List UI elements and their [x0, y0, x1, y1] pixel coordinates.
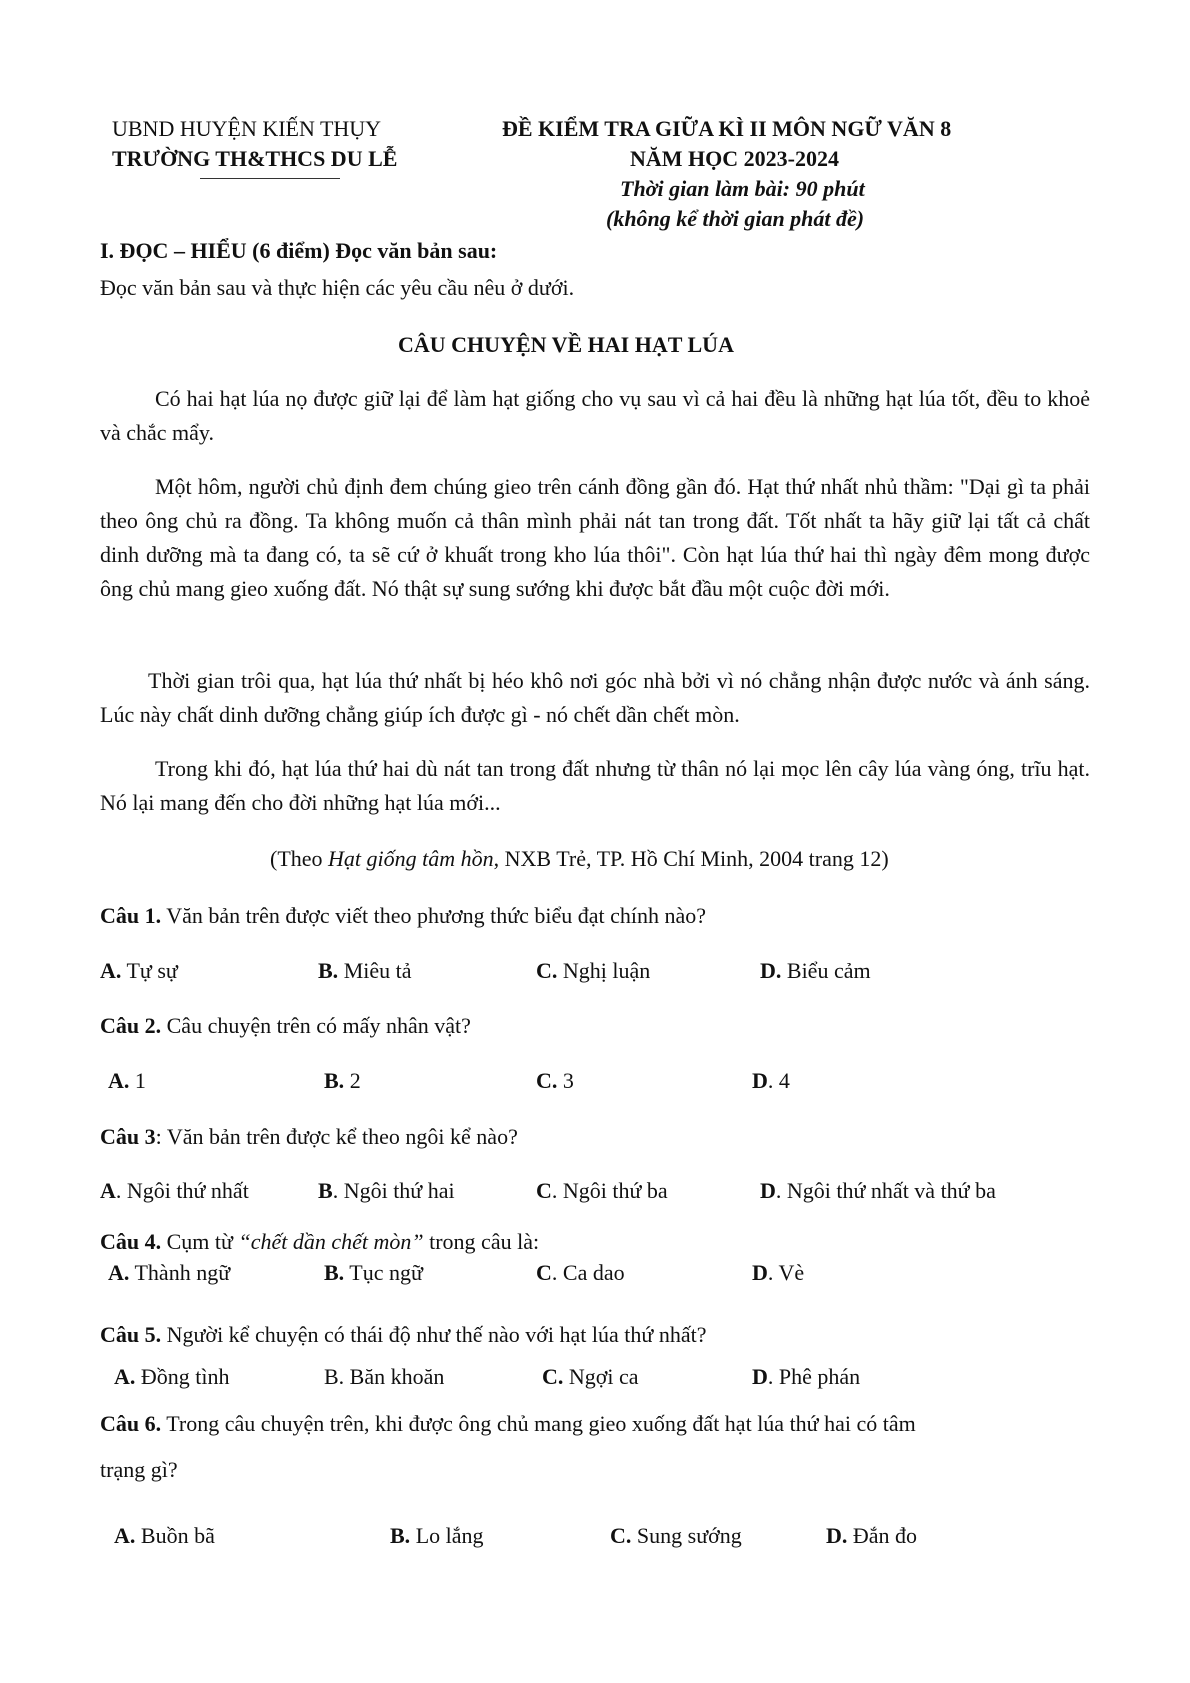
- question-4-quote: “chết dần chết mòn”: [238, 1229, 424, 1254]
- question-1-label: Câu 1.: [100, 903, 162, 928]
- question-6-continuation: trạng gì?: [100, 1457, 178, 1482]
- story-paragraph-4: [100, 752, 1090, 820]
- q1-option-c: C. Nghị luận: [536, 958, 651, 983]
- district-name: UBND HUYỆN KIẾN THỤY: [112, 116, 382, 141]
- question-3-text: : Văn bản trên được kể theo ngôi kể nào?: [155, 1124, 518, 1149]
- story-paragraph-3: [100, 664, 1090, 732]
- question-6-label: Câu 6.: [100, 1411, 162, 1436]
- source-prefix: (Theo: [270, 846, 329, 871]
- story-paragraph-2-text: Một hôm, người chủ định đem chúng gieo trên cánh đồng gần đó. Hạt thứ nhất nhủ thầm: "Dại gì ta phải theo ông chủ ra đồng. Ta không muốn cả thân mình phải nát tan trong đất. Tốt nhất ta hãy giữ lại tất cả chất dinh dưỡng mà ta đang có, ta sẽ cứ ở khuất trong kho lúa thôi". Còn hạt lúa thứ hai thì ngày đêm mong được ông chủ mang gieo xuống đất. Nó thật sự sung sướng khi được bắt đầu một cuộc đời mới.: [100, 474, 1090, 601]
- q2-option-b: B. 2: [324, 1068, 361, 1093]
- story-paragraph-4-text: Trong khi đó, hạt lúa thứ hai dù nát tan trong đất nhưng từ thân nó lại mọc lên cây lúa vàng óng, trĩu hạt. Nó lại mang đến cho đời những hạt lúa mới...: [100, 756, 1090, 815]
- school-year: NĂM HỌC 2023-2024: [630, 146, 839, 171]
- q5-option-a: A. Đồng tình: [114, 1364, 230, 1389]
- story-title: CÂU CHUYỆN VỀ HAI HẠT LÚA: [398, 332, 734, 357]
- exam-duration: Thời gian làm bài: 90 phút: [620, 176, 865, 201]
- q5-option-c: C. Ngợi ca: [542, 1364, 639, 1389]
- q5-option-b: B. Băn khoăn: [324, 1364, 445, 1389]
- section-instruction: Đọc văn bản sau và thực hiện các yêu cầu nêu ở dưới.: [100, 275, 575, 300]
- q5-option-d: D. Phê phán: [752, 1364, 861, 1389]
- school-underline: [200, 178, 340, 179]
- q6-option-c: C. Sung sướng: [610, 1523, 742, 1548]
- q4-option-a: A. Thành ngữ: [108, 1260, 231, 1285]
- question-2-label: Câu 2.: [100, 1013, 162, 1038]
- question-6: [100, 1411, 916, 1437]
- q1-option-b: B. Miêu tả: [318, 958, 412, 983]
- q1-option-a: A. Tự sự: [100, 958, 178, 983]
- q3-option-c: C. Ngôi thứ ba: [536, 1178, 668, 1203]
- q6-option-a: A. Buồn bã: [114, 1523, 215, 1548]
- question-1: [100, 903, 706, 929]
- question-3: [100, 1124, 518, 1150]
- question-4: [100, 1229, 539, 1255]
- question-5: [100, 1322, 706, 1348]
- source-book-title: Hạt giống tâm hồn: [328, 846, 494, 871]
- q2-option-d: D. 4: [752, 1068, 790, 1093]
- q4-option-d: D. Vè: [752, 1260, 805, 1285]
- story-paragraph-3-text: Thời gian trôi qua, hạt lúa thứ nhất bị héo khô nơi góc nhà bởi vì nó chẳng nhận được nước và ánh sáng. Lúc này chất dinh dưỡng chẳng giúp ích được gì - nó chết dần chết mòn.: [100, 668, 1090, 727]
- question-2-text: Câu chuyện trên có mấy nhân vật?: [161, 1013, 471, 1038]
- question-3-label: Câu 3: [100, 1124, 156, 1149]
- q6-option-b: B. Lo lắng: [390, 1523, 484, 1548]
- question-2: [100, 1013, 471, 1039]
- q1-option-d: D. Biểu cảm: [760, 958, 871, 983]
- question-6-text: Trong câu chuyện trên, khi được ông chủ mang gieo xuống đất hạt lúa thứ hai có tâm: [161, 1411, 916, 1436]
- q3-option-a: A. Ngôi thứ nhất: [100, 1178, 249, 1203]
- q2-option-c: C. 3: [536, 1068, 574, 1093]
- question-4-label: Câu 4.: [100, 1229, 162, 1254]
- exam-duration-note: (không kể thời gian phát đề): [606, 206, 865, 231]
- q3-option-b: B. Ngôi thứ hai: [318, 1178, 455, 1203]
- question-4-text-pre: Cụm từ: [161, 1229, 239, 1254]
- q6-option-d: D. Đắn đo: [826, 1523, 918, 1548]
- q3-option-d: D. Ngôi thứ nhất và thứ ba: [760, 1178, 996, 1203]
- q4-option-c: C. Ca dao: [536, 1260, 625, 1285]
- exam-title: ĐỀ KIỂM TRA GIỮA KÌ II MÔN NGỮ VĂN 8: [502, 116, 952, 141]
- source-suffix: , NXB Trẻ, TP. Hồ Chí Minh, 2004 trang 12): [493, 846, 889, 871]
- story-paragraph-2: [100, 470, 1090, 606]
- question-5-label: Câu 5.: [100, 1322, 162, 1347]
- story-paragraph-1: [100, 382, 1090, 450]
- section-heading: I. ĐỌC – HIỂU (6 điểm) Đọc văn bản sau:: [100, 238, 498, 263]
- question-1-text: Văn bản trên được viết theo phương thức biểu đạt chính nào?: [161, 903, 707, 928]
- story-paragraph-1-text: Có hai hạt lúa nọ được giữ lại để làm hạt giống cho vụ sau vì cả hai đều là những hạt lúa tốt, đều to khoẻ và chắc mẩy.: [100, 386, 1090, 445]
- q4-option-b: B. Tục ngữ: [324, 1260, 423, 1285]
- q2-option-a: A. 1: [108, 1068, 146, 1093]
- school-name: TRƯỜNG TH&THCS DU LỄ: [112, 146, 398, 171]
- story-source: [270, 846, 889, 872]
- question-5-text: Người kể chuyện có thái độ như thế nào với hạt lúa thứ nhất?: [161, 1322, 707, 1347]
- question-4-text-post: trong câu là:: [423, 1229, 540, 1254]
